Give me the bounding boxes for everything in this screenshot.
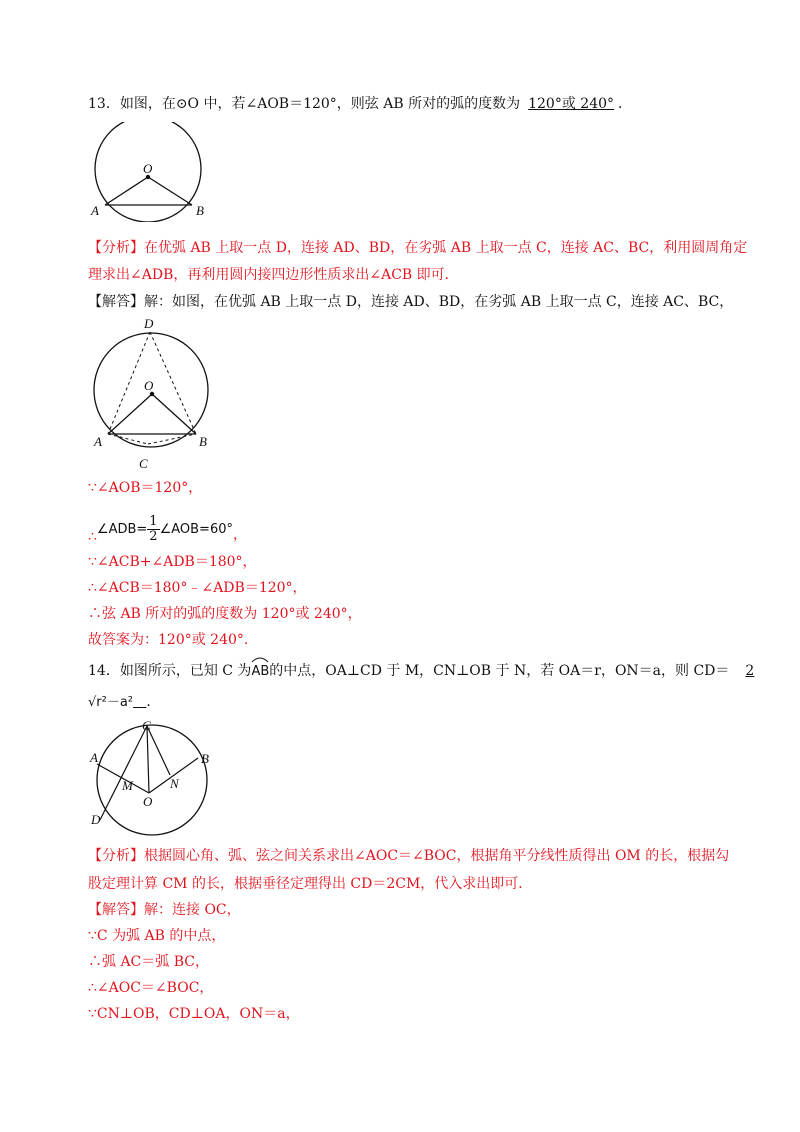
- q14-fig-label-m: M: [122, 778, 133, 793]
- q14-arc-ab: AB: [251, 660, 269, 682]
- q14-solution-1: 【解答】解：连接 OC，: [88, 902, 241, 918]
- q14-analysis-1: 【分析】根据圆心角、弧、弦之间关系求出∠AOC＝∠BOC，根据角平分线性质得出 OM 的长，根据勾: [88, 848, 730, 864]
- q14-answer-line: [88, 692, 160, 713]
- q13-step-2: [88, 512, 247, 546]
- q13-end: ．: [618, 96, 633, 112]
- q13-fig1-label-a: A: [91, 203, 99, 218]
- q13-figure-1: [86, 122, 216, 222]
- q14-fig-label-b: B: [201, 751, 209, 766]
- q13-analysis-1: 【分析】在优弧 AB 上取一点 D，连接 AD、BD，在劣弧 AB 上取一点 C，连接 AC、BC，利用圆周角定: [88, 240, 748, 256]
- q13-step2-prefix: ∴: [88, 529, 97, 545]
- q13-step2-left: ∠ADB=: [96, 522, 148, 537]
- q13-step-1: ∵∠AOB＝120°，: [88, 480, 203, 496]
- q14-stem2: 的中点，OA⊥CD 于 M，CN⊥OB 于 N，若 OA＝r，ON＝a，则 CD＝: [269, 663, 730, 679]
- q13-step-3: ∵∠ACB+∠ADB＝180°，: [88, 554, 257, 570]
- q14-stem: 14．如图所示，已知 C 为: [88, 663, 252, 679]
- q13-figure-2: [86, 316, 226, 474]
- q13-fig2-label-o: O: [144, 378, 154, 393]
- q14-fig-label-n: N: [170, 776, 179, 791]
- q13-fig2-label-c: C: [139, 456, 148, 471]
- q14-step-4: ∵CN⊥OB，CD⊥OA，ON＝a，: [88, 1006, 300, 1022]
- q14-step-3: ∴∠AOC＝∠BOC，: [88, 980, 214, 996]
- q14-step-2: ∴弧 AC＝弧 BC，: [88, 954, 209, 970]
- q13-fig2-label-a: A: [94, 434, 102, 449]
- q13-step2-right: ∠AOB=60°: [159, 522, 233, 537]
- q14-fig-label-d: D: [91, 812, 101, 827]
- q13-fig2-label-b: B: [199, 434, 207, 449]
- q14-fig-label-c: C: [142, 718, 151, 733]
- q13-fig2-label-d: D: [144, 316, 154, 331]
- q13-analysis-2: 理求出∠ADB，再利用圆内接四边形性质求出∠ACB 即可．: [88, 267, 459, 283]
- q13-step2-end: ，: [232, 527, 247, 543]
- q13-answer: 120°或 240°: [528, 96, 615, 112]
- q14-answer-blank: [133, 694, 146, 710]
- q14-end: ．: [146, 694, 161, 710]
- q13-fig1-label-o: O: [143, 161, 153, 176]
- q14-figure: [86, 718, 226, 840]
- q14-answer-coef: 2: [745, 663, 755, 679]
- q13-stem-line: [88, 94, 632, 114]
- q13-step-4: ∴∠ACB＝180°﹣∠ADB＝120°，: [88, 580, 307, 596]
- q13-step2-fraction: $\frac{1}{2}$: [149, 513, 158, 544]
- q14-stem-line: [88, 660, 754, 682]
- q14-analysis-2: 股定理计算 CM 的长，根据垂径定理得出 CD＝2CM，代入求出即可．: [88, 876, 533, 892]
- q13-fig1-label-b: B: [196, 203, 204, 218]
- q14-step-1: ∵C 为弧 AB 的中点，: [88, 928, 226, 944]
- q13-step-6: 故答案为：120°或 240°.: [88, 632, 249, 648]
- q13-step-5: ∴弦 AB 所对的弧的度数为 120°或 240°，: [88, 606, 362, 622]
- q13-stem: 13．如图，在⊙O 中，若∠AOB＝120°，则弦 AB 所对的弧的度数为: [88, 96, 521, 112]
- q13-solution-1: 【解答】解：如图，在优弧 AB 上取一点 D，连接 AD、BD，在劣弧 AB 上取一点 C，连接 AC、BC，: [88, 294, 734, 310]
- q14-fig-label-o: O: [143, 794, 153, 809]
- q14-answer-sqrt: √r²－a²: [88, 695, 134, 710]
- q14-fig-label-a: A: [90, 750, 98, 765]
